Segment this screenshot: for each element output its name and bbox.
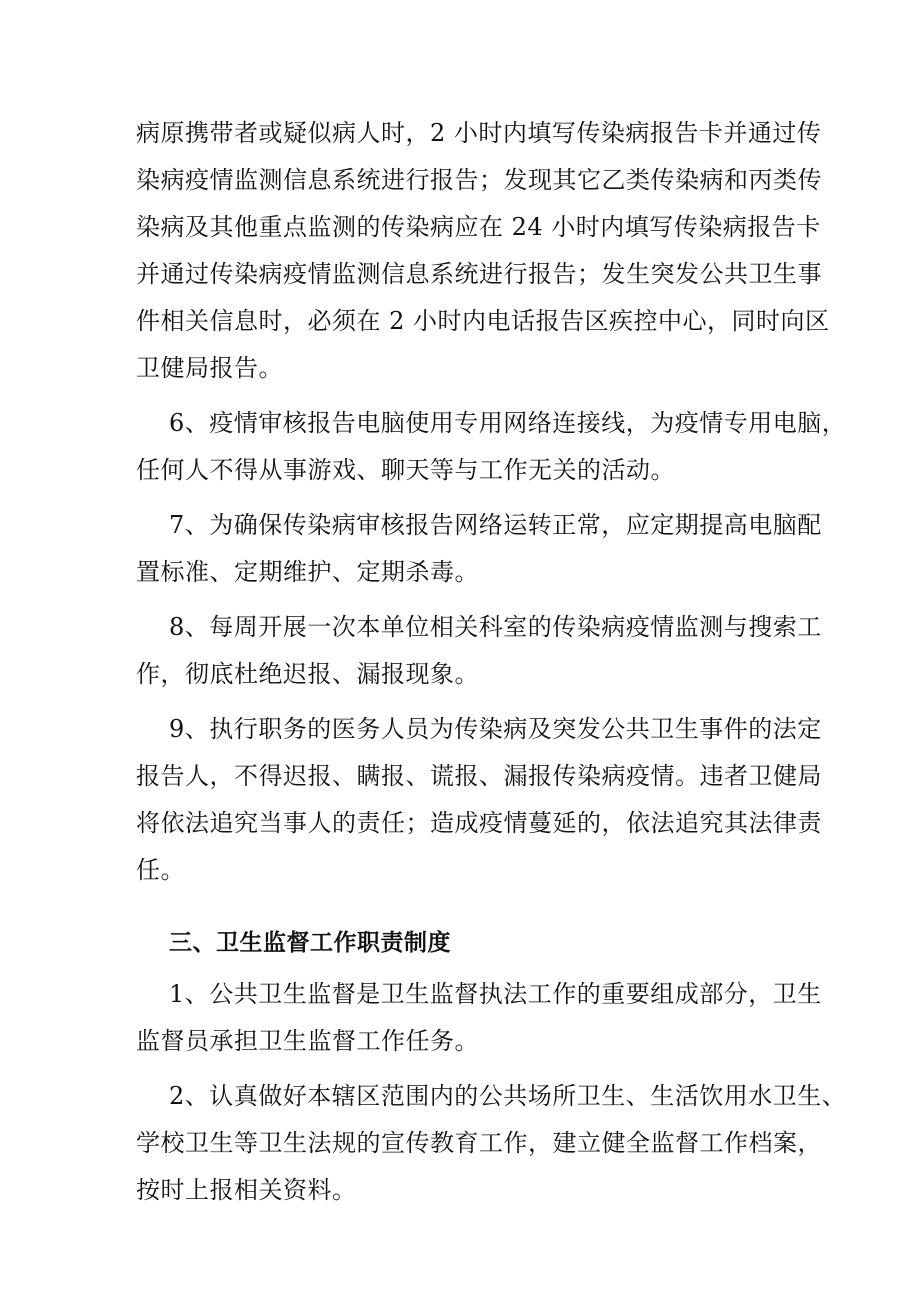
paragraph-item-6 (136, 400, 847, 494)
text-line: 1、公共卫生监督是卫生监督执法工作的重要组成部分，卫生 (169, 980, 822, 1008)
document-body (136, 110, 847, 1214)
paragraph-item-8 (136, 604, 822, 698)
text-line: 并通过传染病疫情监测信息系统进行报告；发生突发公共卫生事 (136, 260, 822, 288)
paragraph-item-9 (136, 706, 822, 894)
text-line: 7、为确保传染病审核报告网络运转正常，应定期提高电脑配 (169, 511, 822, 539)
text-line: 置标准、定期维护、定期杀毒。 (136, 558, 479, 586)
text-line: 8、每周开展一次本单位相关科室的传染病疫情监测与搜索工 (169, 613, 822, 641)
text-line: 6、疫情审核报告电脑使用专用网络连接线，为疫情专用电脑， (169, 409, 847, 437)
text-line: 任何人不得从事游戏、聊天等与工作无关的活动。 (136, 456, 675, 484)
text-line: 监督员承担卫生监督工作任务。 (136, 1027, 479, 1055)
section-heading: 三、卫生监督工作职责制度 (169, 930, 451, 956)
text-line: 按时上报相关资料。 (136, 1176, 357, 1204)
section3-paragraph-2 (136, 1073, 847, 1214)
text-line: 件相关信息时，必须在 2 小时内电话报告区疾控中心，同时向区 (136, 307, 830, 335)
text-line: 报告人，不得迟报、瞒报、谎报、漏报传染病疫情。违者卫健局 (136, 762, 822, 790)
paragraph-item-7 (136, 502, 822, 596)
text-line: 病原携带者或疑似病人时，2 小时内填写传染病报告卡并通过传 (136, 119, 822, 147)
text-line: 染病及其他重点监测的传染病应在 24 小时内填写传染病报告卡 (136, 213, 821, 241)
text-line: 将依法追究当事人的责任；造成疫情蔓延的，依法追究其法律责 (136, 809, 822, 837)
text-line: 学校卫生等卫生法规的宣传教育工作，建立健全监督工作档案， (136, 1129, 822, 1157)
paragraph-continuation (136, 110, 830, 392)
text-line: 2、认真做好本辖区范围内的公共场所卫生、生活饮用水卫生、 (169, 1082, 847, 1110)
text-line: 9、执行职务的医务人员为传染病及突发公共卫生事件的法定 (169, 715, 822, 743)
section3-paragraph-1 (136, 971, 822, 1065)
text-line: 卫健局报告。 (136, 354, 283, 382)
text-line: 任。 (136, 856, 185, 884)
text-line: 染病疫情监测信息系统进行报告；发现其它乙类传染病和丙类传 (136, 166, 822, 194)
text-line: 作，彻底杜绝迟报、漏报现象。 (136, 660, 479, 688)
